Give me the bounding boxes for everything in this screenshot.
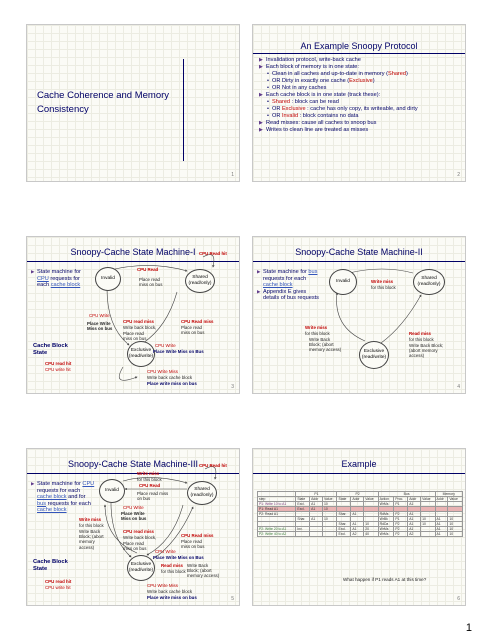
table-cell: P1 (394, 502, 408, 507)
slide-2-bullet-text: ) (372, 78, 375, 84)
slide-5-state-invalid: Invalid (99, 479, 125, 503)
slide-3-label-place-read-miss-2: Place read miss on bus (123, 331, 147, 342)
table-column-header: Addr (351, 497, 364, 502)
slide-5-label-write-back-left: Write Back Block; (abort memory access) (79, 529, 104, 550)
table-group-header: P1 (296, 492, 337, 497)
slide-1-title: Cache Coherence and Memory Consistency (37, 90, 170, 115)
slide-2-bullet-text: OR (272, 113, 282, 119)
slide-5-bullet-link-block-2[interactable]: cache block (37, 507, 67, 514)
table-cell: WrBk (378, 517, 394, 522)
slide-4-label-write-miss-left: Write miss (305, 325, 328, 330)
slide-2-bullet-highlight: Exclusive (349, 78, 373, 84)
slide-3-label-place-write-miss-3: Place write miss on bus (147, 381, 197, 386)
table-cell: A1 (435, 522, 448, 527)
slide-4-arrows (253, 237, 466, 394)
slide-2-bullet (259, 57, 461, 64)
slide-3-bullet-mid: requests for each (37, 275, 80, 289)
table-cell: Inv. (296, 527, 310, 532)
slide-5-label-write-back-block: Write back block, (123, 535, 157, 540)
slide-2-number: 2 (457, 172, 460, 178)
slide-5-label-cpu-read-miss-1: CPU read miss (123, 529, 154, 534)
slide-2-bullet-text: : block contains no data (298, 113, 359, 119)
table-column-header: Addr (408, 497, 421, 502)
table-column-header: Proc. (394, 497, 408, 502)
slide-5-label-write-back-right: Write Back Block; (abort memory access) (187, 563, 220, 579)
page-number: 1 (465, 622, 472, 634)
table-cell: 20 (364, 527, 378, 532)
table-cell: Excl. (337, 532, 351, 537)
table-column-header: State (296, 497, 310, 502)
slide-2-bullet-text: Each block of memory is in one state: (266, 64, 359, 70)
slide-3-label-place-read-miss: Place read miss on bus (139, 277, 163, 288)
slide-5-bullet-link-cpu[interactable]: CPU (82, 481, 95, 487)
slide-4-label-read-miss: Read miss (409, 331, 431, 336)
slide-5-label-place-read-miss-2: Place read miss on bus (123, 541, 147, 552)
slide-2-bullet (259, 120, 461, 127)
slide-3-state-label: Cache Block State (33, 343, 68, 356)
slide-5-label-cpu-write-miss: CPU Write Miss (147, 583, 178, 588)
slide-5-label-cpu-read-miss-2: CPU Read miss (181, 533, 214, 538)
slide-6-title-rule (253, 473, 465, 474)
slide-3-label-place-write-miss: Place Write Miss on bus (87, 321, 113, 332)
slide-2-bullet (259, 92, 461, 99)
slide-1-number: 1 (231, 172, 234, 178)
slide-4-label-for-this-block-right: for this block (409, 337, 434, 342)
slide-2-title-rule (253, 53, 465, 54)
table-cell: 10 (448, 522, 463, 527)
table-cell: A1 (408, 502, 421, 507)
table-cell: A1 (351, 512, 364, 517)
slide-5-label-cpu-read-hit-top: CPU Read hit (199, 463, 227, 468)
slide-5-state-shared: Shared (read/only) (187, 481, 217, 505)
slide-6-number: 6 (457, 596, 460, 602)
slide-4-label-for-this-block-left: for this block (305, 331, 330, 336)
table-cell: A1 (435, 527, 448, 532)
table-cell: A2 (408, 532, 421, 537)
slide-2-bullet-text: Clean in all caches and up-to-date in memory ( (272, 71, 388, 77)
slide-3-title: Snoopy-Cache State Machine-I (70, 247, 196, 257)
slide-3-label-cpu-read-hit-top: CPU Read hit (199, 251, 227, 256)
table-cell: P2 (394, 532, 408, 537)
slide-2-bullet (259, 78, 461, 85)
table-cell: A1 (351, 527, 364, 532)
slide-4-state-invalid: Invalid (329, 269, 357, 295)
slide-2-bullet-text: Read misses: cause all caches to snoop bus (266, 120, 377, 126)
slide-4-number: 4 (457, 384, 460, 390)
slide-3-label-cpu-write-miss: CPU Write Miss (147, 369, 178, 374)
table-cell: A1 (408, 512, 421, 517)
table-cell: A1 (408, 522, 421, 527)
slide-5-label-read-miss: Read miss (161, 563, 183, 568)
slide-2-bullet-highlight: Invalid (281, 113, 299, 119)
slide-3-number: 3 (231, 384, 234, 390)
table-row (258, 532, 463, 537)
table-column-header: State (337, 497, 351, 502)
table-cell (296, 532, 310, 537)
slide-4-label-for-this-block-top: for this block (371, 285, 396, 290)
slide-5-label-cpu-read-hit: CPU read hit (45, 579, 72, 584)
slide-2-bullet (259, 71, 461, 78)
slide-5-label-write-back-cache-block: Write back cache block (147, 589, 193, 594)
slide-5-label-place-read-miss: Place read miss on bus (137, 491, 169, 502)
table-group-header: P2 (337, 492, 378, 497)
table-cell: P2 (394, 522, 408, 527)
slide-2-bullet-highlight: Shared (272, 99, 291, 105)
table-column-header: Value (448, 497, 463, 502)
table-cell: 10 (448, 527, 463, 532)
slide-5-label-cpu-write-hit: CPU write hit (45, 585, 71, 590)
slide-3-label-cpu-read: CPU Read (137, 267, 159, 272)
slide-2-bullet-highlight: Exclusive (281, 106, 306, 112)
slide-5-label-cpu-write: CPU Write (123, 505, 144, 510)
table-cell: P2: Read A1 (258, 512, 296, 517)
slide-4-bullet-mid: requests for each (263, 275, 307, 282)
table-cell: 10 (421, 517, 435, 522)
table-cell: P2: Write 20 to A1 (258, 527, 296, 532)
slide-2-bullet-list (259, 57, 461, 134)
slide-2-bullet-text: Writes to clean line are treated as misses (266, 127, 369, 133)
slide-3-label-cpu-read-miss-2: CPU Read miss (181, 319, 214, 324)
table-column-header: step (258, 497, 296, 502)
table-cell: Excl. (337, 527, 351, 532)
table-cell: P2: Write 40 to A2 (258, 532, 296, 537)
slide-3-bullet-link-cpu[interactable]: CPU (37, 275, 49, 282)
slide-5-label-cpu-read: CPU Read (139, 483, 161, 488)
slide-5-bullet-pre: State machine for (37, 481, 83, 487)
slide-3-label-cpu-read-miss-1: CPU read miss (123, 319, 154, 324)
slide-5-state-exclusive: Exclusive (read/write) (127, 555, 155, 581)
slide-5-state-label: Cache Block State (33, 559, 68, 572)
slide-3-label-cpu-read-hit: CPU read hit (45, 361, 72, 366)
slide-3-bullet-link-block[interactable]: cache block (50, 282, 81, 289)
table-cell: P2 (394, 527, 408, 532)
slide-4-label-write-back-right: Write Back Block; (abort memory access) (409, 343, 444, 359)
table-cell: A1 (435, 517, 448, 522)
table-cell: 10 (421, 522, 435, 527)
slide-1-divider (183, 59, 184, 161)
slide-6-title: Example (341, 459, 377, 469)
table-cell: 10 (448, 517, 463, 522)
table-column-header: Action (378, 497, 394, 502)
slide-4-title: Snoopy-Cache State Machine-II (295, 247, 423, 257)
slide-3-label-place-read-miss-3: Place read miss on bus (181, 325, 205, 336)
slide-4-label-write-miss-top: Write miss (371, 279, 394, 284)
table-column-header: Value (364, 497, 378, 502)
table-cell: 10 (323, 507, 337, 512)
table-cell: P2 (394, 512, 408, 517)
slide-5-label-place-read-miss-3: Place read miss on bus (181, 539, 205, 550)
table-column-header: Addr (310, 497, 323, 502)
slide-1 (26, 24, 240, 182)
slide-4-label-write-back-left: Write Back Block; (abort memory access) (309, 337, 342, 353)
slide-5 (26, 448, 240, 606)
example-table (257, 491, 463, 537)
table-cell: P1: Write 10 to A1 (258, 502, 296, 507)
slide-5-label-place-write-miss-3: Place write miss on bus (147, 595, 197, 600)
table-cell: WrMs (378, 532, 394, 537)
table-cell: 10 (448, 532, 463, 537)
slide-2-bullet-highlight: Shared (387, 71, 407, 77)
table-cell: Shar. (337, 512, 351, 517)
table-cell (323, 532, 337, 537)
slide-4-state-exclusive: Exclusive (read/write) (359, 341, 389, 369)
slide-6-caption: What happen if P1 reads A1 at this time? (343, 577, 427, 582)
table-cell: WrMs (378, 502, 394, 507)
slide-5-label-cpu-write-2: CPU Write (155, 549, 176, 554)
slide-5-bullet-mid3: requests for each (46, 500, 91, 507)
slide-2-bullet-text: OR Dirty in exactly one cache ( (272, 78, 350, 84)
table-cell: Shar. (296, 517, 310, 522)
table-column-header: Value (421, 497, 435, 502)
slide-2-bullet-text: ) (406, 71, 408, 77)
slide-5-bullet-link-block-1[interactable]: cache block (37, 494, 67, 501)
table-cell: A1 (351, 522, 364, 527)
slide-2-bullet (259, 85, 461, 92)
slide-5-bullet-mid1: requests for each (37, 487, 81, 494)
table-cell: RdMs (378, 512, 394, 517)
slide-2-bullet (259, 113, 461, 120)
table-cell: WrMs (378, 527, 394, 532)
slide-2-bullet (259, 99, 461, 106)
slide-5-number: 5 (231, 596, 234, 602)
slide-2-bullet-text: OR (272, 106, 282, 112)
table-cell: P1: Read A1 (258, 507, 296, 512)
slide-3-state-invalid: Invalid (95, 267, 121, 291)
slide-5-label-for-this-block-left: for this block (79, 523, 104, 528)
slide-2-bullet (259, 64, 461, 71)
slide-4-state-shared: Shared (read/only) (413, 269, 445, 295)
table-cell: 10 (323, 517, 337, 522)
table-cell: 10 (323, 502, 337, 507)
slide-5-label-write-miss-left: Write miss (79, 517, 102, 522)
table-cell: Shar. (337, 522, 351, 527)
slide-2-bullet-text: Invalidation protocol, write-back cache (266, 57, 361, 63)
slide-3-label-place-write-miss-2: Place Write Miss on Bus (153, 349, 204, 354)
slide-2-bullet (259, 106, 461, 113)
table-cell: A1 (408, 527, 421, 532)
slide-5-bullet-mid2: and for (66, 494, 86, 501)
table-group-header: Bus (378, 492, 435, 497)
slide-2-title: An Example Snoopy Protocol (300, 41, 418, 51)
table-cell: A2 (351, 532, 364, 537)
table-cell: A1 (408, 517, 421, 522)
slide-3-bullet-pre: State machine for (37, 269, 81, 275)
slide-5-label-place-write-miss: Place Write Miss on bus (121, 511, 147, 522)
slide-4-bullet-link-bus[interactable]: bus (308, 269, 318, 275)
table-cell: A1 (310, 517, 323, 522)
slide-4-bullet-link-block[interactable]: cache block (263, 282, 293, 289)
table-cell (421, 532, 435, 537)
table-column-header: Addr (435, 497, 448, 502)
slide-2-bullet-text: OR Not in any caches (272, 85, 327, 91)
slide-2-bullet-text: : block can be read (290, 99, 339, 105)
slide-2-bullet-text: Each cache block is in one state (track these): (266, 92, 381, 98)
slide-4-bullet-pre: State machine for (263, 269, 309, 275)
table-cell: Excl. (296, 507, 310, 512)
table-cell: A1 (310, 502, 323, 507)
table-column-header: Value (323, 497, 337, 502)
slide-4 (252, 236, 466, 394)
slide-3-label-cpu-write-hit: CPU write hit (45, 367, 71, 372)
slide-5-title: Snoopy-Cache State Machine-III (67, 459, 199, 469)
slide-6 (252, 448, 466, 606)
table-cell: Excl. (296, 502, 310, 507)
slide-3-label-write-back-cache-block: Write back cache block (147, 375, 193, 380)
slide-3-label-write-back-block: Write back block, (123, 325, 157, 330)
slide-3-state-shared: Shared (read/only) (185, 269, 215, 293)
slide-2-bullet (259, 127, 461, 134)
table-cell: RdDa (378, 522, 394, 527)
table-cell: A1 (310, 507, 323, 512)
table-cell: P1 (394, 517, 408, 522)
table-cell (310, 532, 323, 537)
slide-5-label-place-write-miss-2: Place Write Miss on Bus (153, 555, 204, 560)
slide-5-bullet-link-bus[interactable]: bus (37, 500, 47, 507)
slide-3-state-exclusive: Exclusive (read/write) (127, 341, 155, 367)
table-cell: 40 (364, 532, 378, 537)
slide-5-label-write-miss-top: Write miss (137, 471, 160, 476)
slide-4-bullet-2: ▶ Appendix E gives details of bus requests (257, 289, 319, 302)
slide-2-bullet-text: : cache has only copy, its writeable, and dirty (305, 106, 418, 112)
slide-2 (252, 24, 466, 182)
slide-3 (26, 236, 240, 394)
slide-3-label-cpu-write: CPU Write (89, 313, 110, 318)
table-cell: 10 (364, 522, 378, 527)
table-group-header: Memory (435, 492, 462, 497)
slide-3-label-cpu-write-2: CPU Write (155, 343, 176, 348)
slide-5-label-for-this-block-top: for this block (137, 477, 162, 482)
table-cell: A1 (435, 532, 448, 537)
slide-5-label-for-this-block-right: for this block (161, 569, 186, 574)
